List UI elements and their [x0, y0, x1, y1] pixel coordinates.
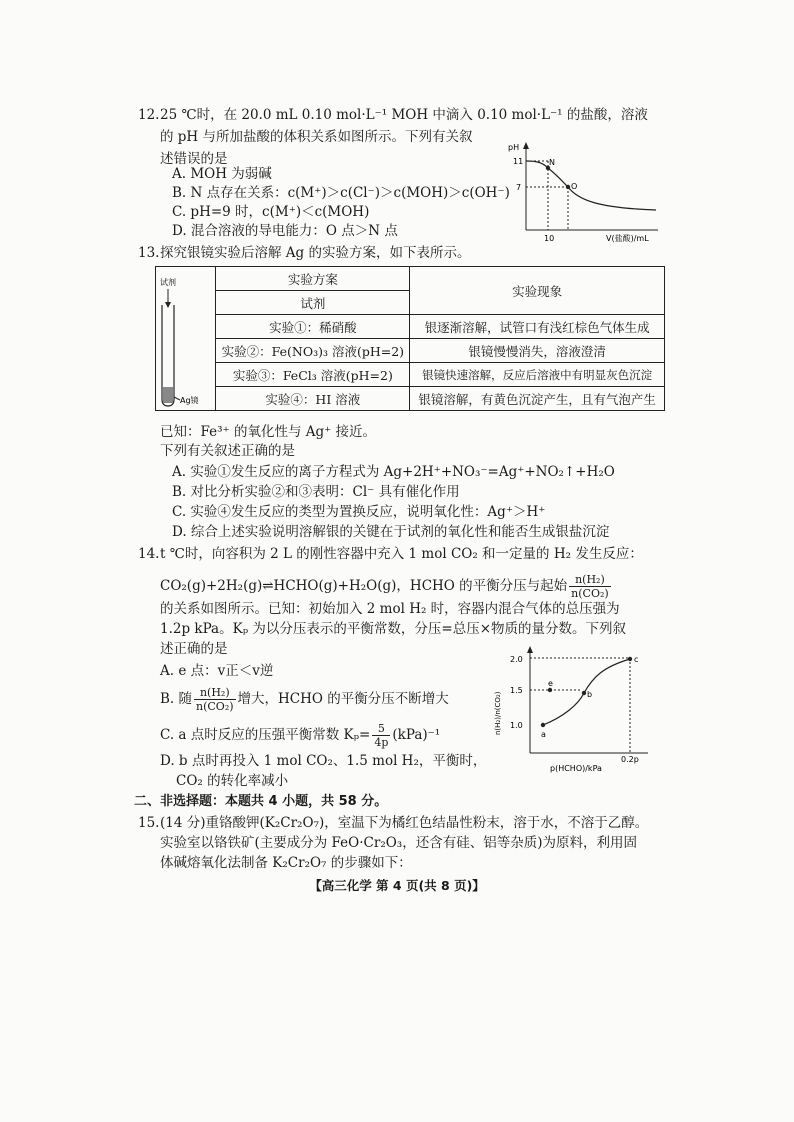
q15-line2: 实验室以铬铁矿(主要成分为 FeO·Cr₂O₃，还含有硅、铝等杂质)为原料，利用固 — [160, 835, 637, 851]
chart-ylabel: n(H₂)/n(CO₂) — [494, 691, 502, 735]
q13-experiment-table: 实验方案 实验现象 试剂 试剂 Ag镜 实验①：稀硝酸 银逐渐溶解，试管口有浅红棕色气体生成 实验②：Fe(NO₃)₃ 溶液(pH=2) 银镜慢慢消失，溶液澄清 实验③：FeCl₃ 溶液(pH=2) 银镜快速溶解，反应后溶液中有明显灰色沉淀 实验④：HI 溶液 银镜溶解，有黄色沉淀产生，且有气泡产生 — [155, 266, 665, 411]
ytick-7: 7 — [516, 183, 522, 192]
q14-option-a: A. e 点：v正＜v逆 — [160, 663, 274, 679]
q12-option-c: C. pH=9 时，c(M⁺)＜c(MOH) — [172, 204, 370, 220]
section-heading: 二、非选择题：本题共 4 小题，共 58 分。 — [134, 794, 388, 809]
ytick-2-0: 2.0 — [510, 655, 523, 664]
q12-option-a: A. MOH 为弱碱 — [172, 166, 272, 182]
q12-option-d: D. 混合溶液的导电能力：O 点＞N 点 — [172, 223, 398, 239]
svg-text:a: a — [541, 730, 546, 739]
ytick-1-5: 1.5 — [510, 686, 523, 695]
q14-option-d-line1: D. b 点时再投入 1 mol CO₂、1.5 mol H₂，平衡时， — [160, 753, 487, 769]
xtick-0-2p: 0.2p — [621, 755, 639, 764]
point-e-marker — [548, 688, 552, 692]
q13-number: 13. — [138, 245, 160, 261]
q14-option-b: B. 随 $\frac{\text{n(H₂)}}{\text{n(CO₂)}}$ 增大，HCHO 的平衡分压不断增大 — [160, 686, 449, 713]
header-phenomenon: 实验现象 — [410, 267, 665, 315]
header-scheme: 实验方案 — [216, 267, 410, 291]
q14-hcho-chart — [488, 645, 658, 775]
chart-xlabel: p(HCHO)/kPa — [550, 764, 602, 773]
q13-option-a: A. 实验①发生反应的离子方程式为 Ag+2H⁺+NO₃⁻=Ag⁺+NO₂↑+H₂O — [172, 464, 615, 480]
svg-text:b: b — [587, 690, 593, 699]
q13-option-d: D. 综合上述实验说明溶解银的关键在于试剂的氧化性和能否生成银盐沉淀 — [172, 524, 610, 540]
label-o: O — [571, 182, 578, 191]
q13-option-c: C. 实验④发生反应的类型为置换反应，说明氧化性：Ag⁺＞H⁺ — [172, 504, 546, 520]
q15-number: 15. — [138, 815, 160, 831]
svg-text:c: c — [634, 655, 639, 664]
table-row: 实验②：Fe(NO₃)₃ 溶液(pH=2) — [216, 339, 410, 363]
q14-stem-line4: 1.2p kPa。Kₚ 为以分压表示的平衡常数，分压=总压×物质的量分数。下列叙 — [160, 621, 627, 637]
q14-option-d-line2: CO₂ 的转化率减小 — [176, 773, 289, 789]
q13-known: 已知：Fe³⁺ 的氧化性与 Ag⁺ 接近。 — [160, 424, 377, 440]
chart-xlabel: V(盐酸)/mL — [606, 234, 649, 243]
q14-number: 14. — [138, 546, 160, 562]
point-a-marker — [541, 723, 545, 727]
table-row: 实验①：稀硝酸 — [216, 315, 410, 339]
q12-ph-chart — [508, 138, 668, 246]
q13-option-b: B. 对比分析实验②和③表明：Cl⁻ 具有催化作用 — [172, 484, 460, 500]
label-n: N — [549, 158, 555, 167]
ytick-1-0: 1.0 — [510, 721, 523, 730]
q14-stem-line3: 的关系如图所示。已知：初始加入 2 mol H₂ 时，容器内混合气体的总压强为 — [160, 601, 620, 617]
q14-stem-line2: CO₂(g)+2H₂(g)⇌HCHO(g)+H₂O(g)，HCHO 的平衡分压与起始 $\frac{\text{n(H₂)}}{\text{n(CO₂)}}$ — [160, 573, 609, 600]
q13-stem: 探究银镜实验后溶解 Ag 的实验方案，如下表所示。 — [160, 245, 471, 261]
q14-stem-line5: 述正确的是 — [160, 641, 228, 657]
svg-text:Ag镜: Ag镜 — [180, 395, 199, 405]
ratio-fraction: $\frac{\text{n(H₂)}}{\text{n(CO₂)}}$ — [571, 573, 609, 600]
ytick-11: 11 — [513, 157, 524, 166]
q13-question: 下列有关叙述正确的是 — [160, 443, 295, 459]
q14-stem-line1: t ℃时，向容积为 2 L 的刚性容器中充入 1 mol CO₂ 和一定量的 H₂ 发生反应： — [160, 546, 643, 562]
header-reagent: 试剂 — [216, 291, 410, 315]
point-c-marker — [628, 657, 632, 661]
point-b-marker — [582, 691, 586, 695]
svg-text:试剂: 试剂 — [160, 277, 176, 287]
q12-stem-line3: 述错误的是 — [160, 151, 228, 167]
chart-ylabel: pH — [508, 143, 520, 152]
q12-option-b: B. N 点存在关系：c(M⁺)＞c(Cl⁻)＞c(MOH)＞c(OH⁻) — [172, 185, 510, 201]
q12-number: 12. — [138, 107, 160, 123]
q14-option-c: C. a 点时反应的压强平衡常数 Kₚ= $\frac{5}{4p}$ (kPa)⁻¹ — [160, 722, 441, 749]
q12-stem-line1: 25 ℃时，在 20.0 mL 0.10 mol·L⁻¹ MOH 中滴入 0.10 mol·L⁻¹ 的盐酸，溶液 — [160, 107, 648, 123]
table-row: 实验④：HI 溶液 — [216, 387, 410, 411]
q12-stem-line2: 的 pH 与所加盐酸的体积关系如图所示。下列有关叙 — [160, 129, 473, 145]
test-tube-illustration — [156, 277, 216, 411]
point-o-marker — [566, 185, 570, 189]
page-footer: 【高三化学 第 4 页(共 8 页)】 — [309, 878, 485, 893]
q15-line1: (14 分)重铬酸钾(K₂Cr₂O₇)，室温下为橘红色结晶性粉末，溶于水，不溶于乙醇。 — [160, 815, 649, 831]
xtick-10: 10 — [544, 234, 555, 243]
svg-text:e: e — [548, 679, 553, 688]
q15-line3: 体碱熔氧化法制备 K₂Cr₂O₇ 的步骤如下： — [160, 855, 412, 871]
table-row: 实验③：FeCl₃ 溶液(pH=2) — [216, 363, 410, 387]
